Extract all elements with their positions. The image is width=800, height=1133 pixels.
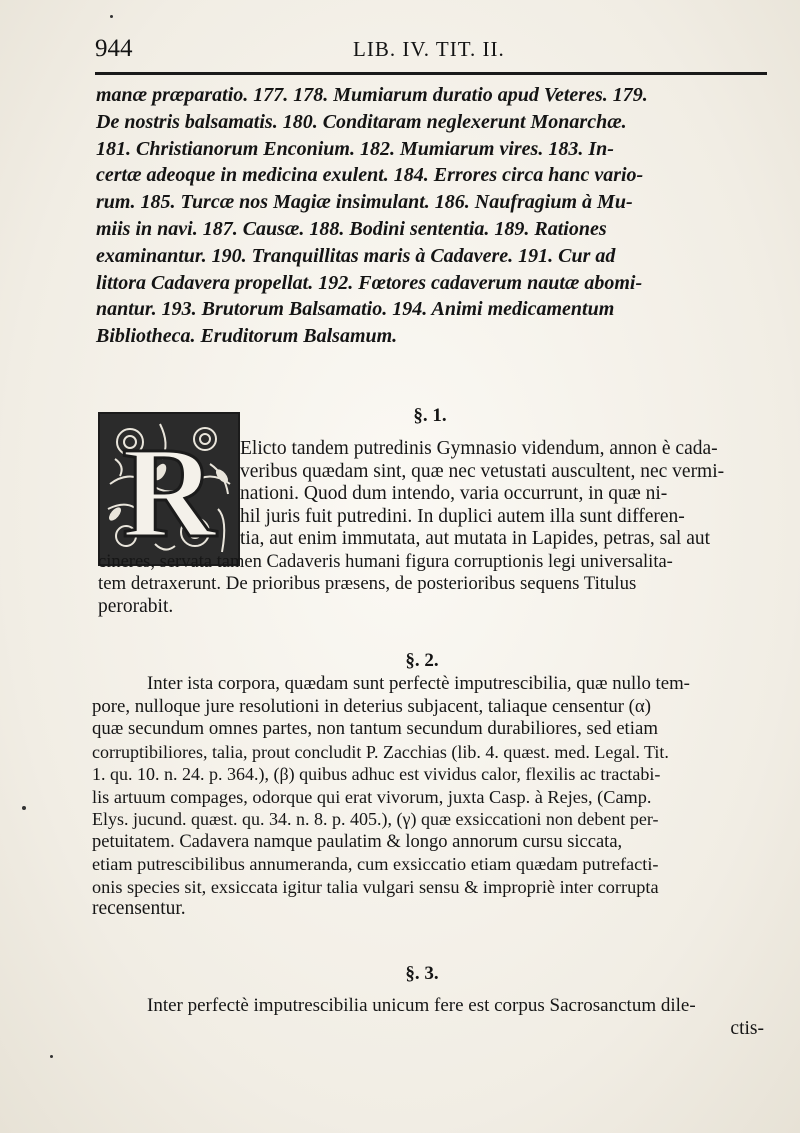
section-mark-3: §. 3. xyxy=(405,963,439,984)
text-line: nationi. Quod dum intendo, varia occurrunt, in quæ ni- xyxy=(240,483,668,504)
text-line: hil juris fuit putredini. In duplici autem illa sunt differen- xyxy=(240,505,685,527)
text-line: quæ secundum omnes partes, non tantum secundum durabiliores, sed etiam xyxy=(92,718,658,739)
summary-line: nantur. 193. Brutorum Balsamatio. 194. Animi medicamentum xyxy=(96,298,615,321)
summary-line: 181. Christianorum Enconium. 182. Mumiarum vires. 183. In- xyxy=(96,137,614,160)
section-mark-2: §. 2. xyxy=(405,650,439,671)
text-line: tem detraxerunt. De prioribus præsens, de posterioribus sequens Titulus xyxy=(98,573,637,594)
summary-line: De nostris balsamatis. 180. Conditaram neglexerunt Monarchæ. xyxy=(96,110,627,133)
text-line: cineres, servata tamen Cadaveris humani figura corruptionis legi universalita- xyxy=(98,551,673,572)
summary-line: Bibliotheca. Eruditorum Balsamum. xyxy=(96,325,398,348)
header-rule xyxy=(95,72,767,75)
text-line: perorabit. xyxy=(98,595,174,617)
print-speck xyxy=(22,806,26,810)
text-line: etiam putrescibilibus annumeranda, cum exsiccatio etiam quædam putrefacti- xyxy=(92,854,659,874)
page-header xyxy=(95,35,765,69)
dropcap-letter: R xyxy=(122,421,216,564)
text-line: pore, nulloque jure resolutioni in deterius subjacent, taliaque censentur (α) xyxy=(92,695,652,717)
summary-line: certæ adeoque in medicina exulent. 184. Errores circa hanc vario- xyxy=(96,164,644,187)
text-line: Elys. jucund. quæst. qu. 34. n. 8. p. 405.), (γ) quæ exsiccationi non debent per- xyxy=(92,809,659,829)
print-speck xyxy=(50,1055,53,1058)
summary-line: miis in navi. 187. Causæ. 188. Bodini sententia. 189. Rationes xyxy=(96,217,607,240)
text-line: onis species sit, exsiccata igitur talia vulgari sensu & impropriè inter corrupta xyxy=(92,876,659,897)
running-title: LIB. IV. TIT. II. xyxy=(353,37,505,61)
print-speck xyxy=(110,15,113,18)
text-line: tia, aut enim immutata, aut mutata in Lapides, petras, sal aut xyxy=(240,528,711,549)
chapter-summary xyxy=(96,82,764,350)
text-line: recensentur. xyxy=(92,898,186,919)
text-line: Elicto tandem putredinis Gymnasio videndum, annon è cada- xyxy=(240,438,718,459)
summary-line: examinantur. 190. Tranquillitas maris à Cadavere. 191. Cur ad xyxy=(96,244,616,267)
section-3-paragraph xyxy=(92,995,764,1040)
section-1-paragraph xyxy=(98,438,766,618)
text-line: corruptibiliores, talia, prout concludit P. Zacchias (lib. 4. quæst. med. Legal. Tit. xyxy=(92,741,669,762)
section-2-paragraph xyxy=(92,673,764,921)
text-line: Inter perfectè imputrescibilia unicum fere est corpus Sacrosanctum dile- xyxy=(147,995,696,1016)
summary-line: manæ præparatio. 177. 178. Mumiarum duratio apud Veteres. 179. xyxy=(96,84,648,106)
text-line: 1. qu. 10. n. 24. p. 364.), (β) quibus adhuc est vividus calor, flexilis ac tractabi- xyxy=(92,764,661,784)
section-mark-1: §. 1. xyxy=(413,405,447,426)
summary-line: rum. 185. Turcæ nos Magiæ insimulant. 186. Naufragium à Mu- xyxy=(96,191,633,214)
summary-line: littora Cadavera propellat. 192. Fœtores cadaverum nautæ abomi- xyxy=(96,271,643,294)
page-number: 944 xyxy=(95,35,133,62)
text-line: Inter ista corpora, quædam sunt perfectè imputrescibilia, quæ nullo tem- xyxy=(147,673,690,694)
text-line: lis artuum compages, odorque qui erat vivorum, juxta Casp. à Rejes, (Camp. xyxy=(92,786,652,807)
text-line: ctis- xyxy=(730,1017,764,1039)
text-line: veribus quædam sint, quæ nec vetustati auscultent, nec vermi- xyxy=(240,460,725,482)
text-line: petuitatem. Cadavera namque paulatim & longo annorum cursu siccata, xyxy=(92,831,623,852)
